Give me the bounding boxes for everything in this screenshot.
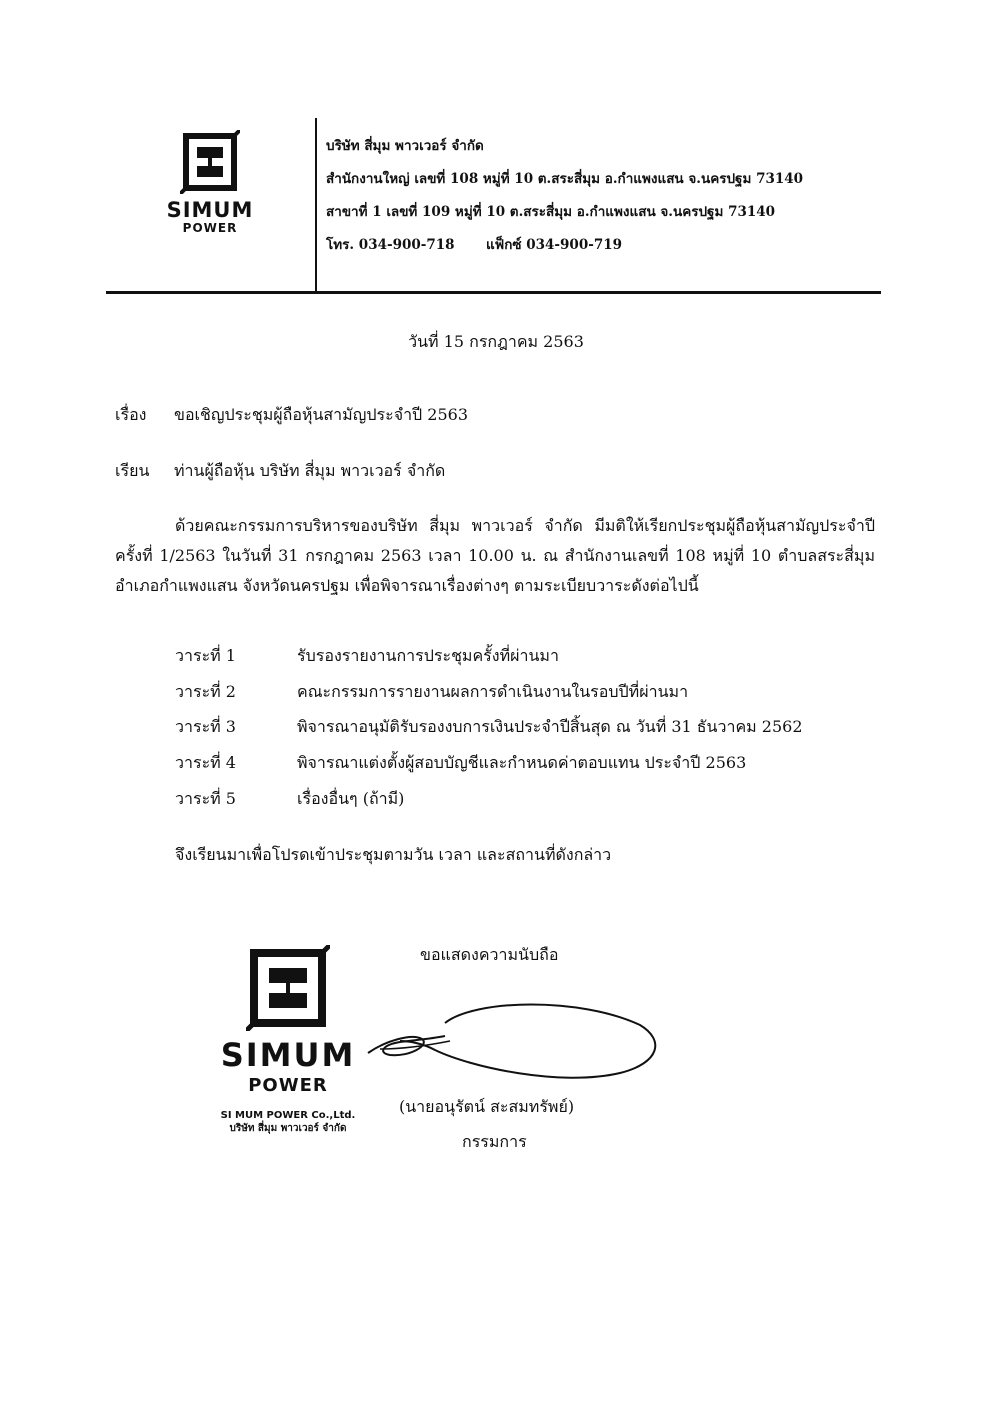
stamp-logo-icon [246,945,330,1031]
logo-word: SIMUM [166,198,254,222]
closing-sentence: จึงเรียนมาเพื่อโปรดเข้าประชุมตามวัน เวลา และสถานที่ดังกล่าว [175,845,612,864]
agenda-number: วาระที่ 5 [175,789,236,808]
subject-label: เรื่อง [115,405,147,424]
handwritten-signature [360,995,665,1085]
company-name: บริษัท สี่มุม พาวเวอร์ จำกัด [326,138,484,154]
stamp-company-th: บริษัท สี่มุม พาวเวอร์ จำกัด [229,1123,347,1134]
letterhead-horizontal-divider [106,291,881,294]
agenda-text: คณะกรรมการรายงานผลการดำเนินงานในรอบปีที่ผ่านมา [297,682,689,701]
agenda-number: วาระที่ 3 [175,717,236,736]
letterhead-vertical-divider [315,118,317,294]
branch-address: สาขาที่ 1 เลขที่ 109 หมู่ที่ 10 ต.สระสี่มุม อ.กำแพงแสน จ.นครปฐม 73140 [326,204,776,220]
phone: โทร. 034-900-718 [326,237,455,253]
to-label: เรียน [115,461,150,480]
company-stamp [218,945,358,1134]
agenda-text: รับรองรายงานการประชุมครั้งที่ผ่านมา [297,646,559,665]
agenda-text: พิจารณาอนุมัติรับรองงบการเงินประจำปีสิ้นสุด ณ วันที่ 31 ธันวาคม 2562 [297,717,803,736]
stamp-company-en: SI MUM POWER Co.,Ltd. [220,1110,356,1121]
signer-name: (นายอนุรัตน์ สะสมทรัพย์) [399,1097,575,1116]
to-text: ท่านผู้ถือหุ้น บริษัท สี่มุม พาวเวอร์ จำกัด [174,461,446,480]
fax: แฟ็กซ์ 034-900-719 [485,237,622,253]
stamp-sub: POWER [248,1075,328,1096]
contact-line [326,233,622,255]
agenda-text: เรื่องอื่นๆ (ถ้ามี) [297,789,405,808]
stamp-word: SIMUM [220,1036,356,1074]
agenda-number: วาระที่ 1 [175,646,236,665]
agenda-number: วาระที่ 2 [175,682,236,701]
head-office-address: สำนักงานใหญ่ เลขที่ 108 หมู่ที่ 10 ต.สระสี่มุม อ.กำแพงแสน จ.นครปฐม 73140 [326,171,804,187]
logo-mark-icon [180,130,240,194]
agenda-text: พิจารณาแต่งตั้งผู้สอบบัญชีและกำหนดค่าตอบแทน ประจำปี 2563 [297,753,747,772]
agenda-number: วาระที่ 4 [175,753,236,772]
letter-date: วันที่ 15 กรกฎาคม 2563 [408,332,584,351]
regards: ขอแสดงความนับถือ [420,945,559,964]
subject-text: ขอเชิญประชุมผู้ถือหุ้นสามัญประจำปี 2563 [174,405,469,424]
logo-sub: POWER [182,221,238,235]
signer-title: กรรมการ [462,1132,527,1151]
body-paragraph: ด้วยคณะกรรมการบริหารของบริษัท สี่มุม พาวเวอร์ จำกัด มีมติให้เรียกประชุมผู้ถือหุ้นสามัญประจำปี ครั้งที่ 1/2563 ในวันที่ 31 กรกฎาคม 2563 เวลา 10.00 น. ณ สำนักงานเลขที่ 108 หมู่ที่ 10 ตำบลสระสี่มุม อำเภอกำแพงแสน จังหวัดนครปฐม เพื่อพิจารณาเรื่องต่างๆ ตามระเบียบวาระดังต่อไปนี้ [115,516,876,595]
company-logo [160,130,260,255]
